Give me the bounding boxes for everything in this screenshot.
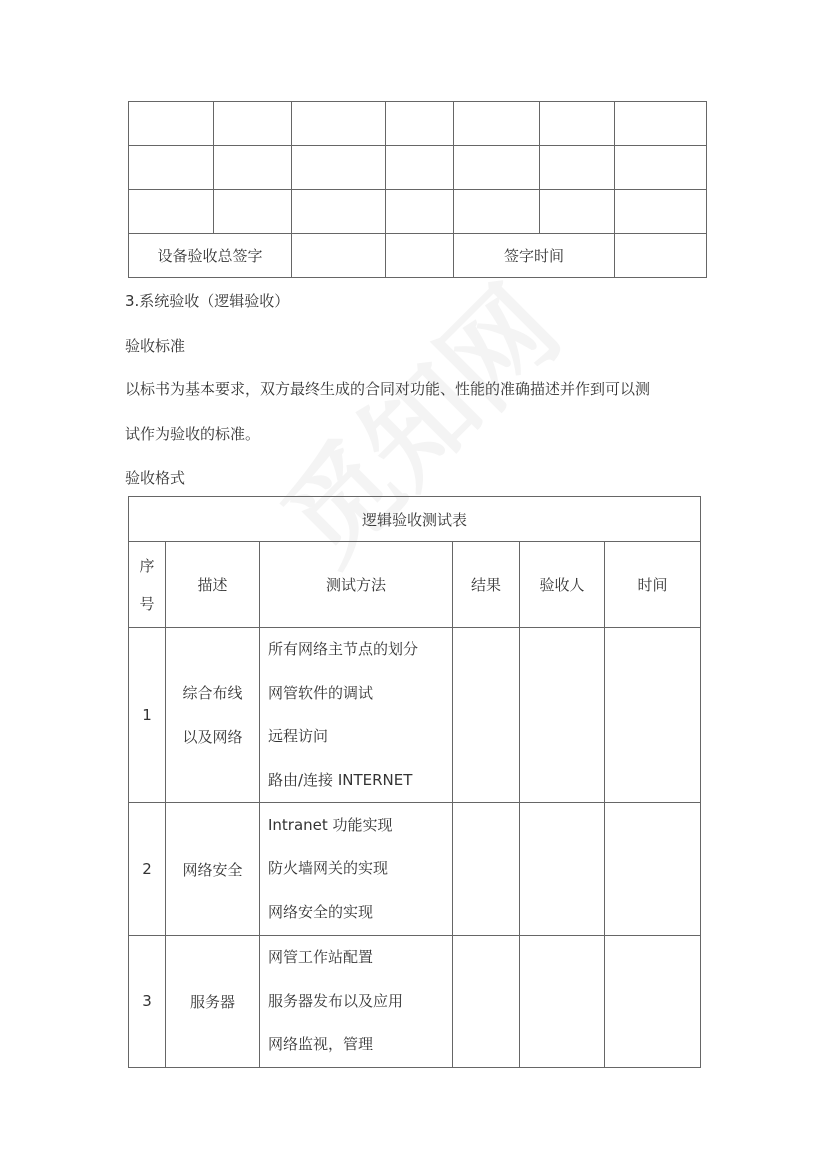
method-item: 网络监视，管理 (268, 1035, 374, 1053)
result-cell (453, 628, 520, 803)
method-item: 远程访问 (268, 727, 329, 745)
row-seq: 1 (129, 628, 166, 803)
signature-row (129, 234, 707, 278)
result-cell (453, 936, 520, 1068)
row-methods (260, 803, 453, 936)
row-methods (260, 628, 453, 803)
header-desc: 描述 (166, 542, 260, 628)
section-title: 3.系统验收（逻辑验收） (125, 292, 290, 310)
result-cell (453, 803, 520, 936)
row-desc: 服务器 (166, 936, 260, 1068)
method-item: 网管软件的调试 (268, 683, 374, 702)
header-method: 测试方法 (260, 542, 453, 628)
time-cell (605, 628, 701, 803)
row-desc-line: 以及网络 (182, 728, 243, 746)
acceptor-cell (520, 803, 605, 936)
header-row (129, 542, 701, 628)
header-seq-1: 序 (139, 556, 155, 575)
method-item: 防火墙网关的实现 (268, 859, 389, 878)
acceptor-cell (520, 628, 605, 803)
header-time: 时间 (605, 542, 701, 628)
signature-cell (292, 234, 386, 278)
criteria-text-line2: 试作为验收的标准。 (125, 425, 261, 443)
table-row (129, 102, 707, 146)
table-title: 逻辑验收测试表 (129, 497, 701, 542)
sign-time-cell (615, 234, 707, 278)
table-row (129, 936, 701, 1068)
method-item: 路由/连接 INTERNET (268, 770, 413, 789)
row-methods (260, 936, 453, 1068)
row-desc: 网络安全 (166, 803, 260, 936)
row-seq: 3 (129, 936, 166, 1068)
header-seq-2: 号 (139, 594, 155, 613)
table-row (129, 628, 701, 803)
row-seq: 2 (129, 803, 166, 936)
method-item: 网络安全的实现 (268, 902, 374, 921)
method-item: 网管工作站配置 (268, 948, 374, 966)
method-item: 所有网络主节点的划分 (268, 640, 419, 658)
time-cell (605, 803, 701, 936)
header-seq (129, 542, 166, 628)
table-row (129, 146, 707, 190)
header-acceptor: 验收人 (520, 542, 605, 628)
criteria-heading: 验收标准 (125, 337, 186, 355)
equipment-acceptance-table (128, 101, 707, 278)
criteria-text-line1: 以标书为基本要求，双方最终生成的合同对功能、性能的准确描述并作到可以测 (125, 380, 651, 398)
table-row (129, 803, 701, 936)
sign-time-label: 签字时间 (454, 234, 615, 278)
signature-label: 设备验收总签字 (129, 234, 292, 278)
acceptor-cell (520, 936, 605, 1068)
logic-acceptance-table (128, 496, 701, 1068)
row-desc-line: 综合布线 (182, 684, 243, 702)
method-item: Intranet 功能实现 (268, 815, 393, 834)
table-row (129, 190, 707, 234)
row-desc (166, 628, 260, 803)
method-item: 服务器发布以及应用 (268, 991, 404, 1010)
time-cell (605, 936, 701, 1068)
format-heading: 验收格式 (125, 469, 186, 487)
header-result: 结果 (453, 542, 520, 628)
